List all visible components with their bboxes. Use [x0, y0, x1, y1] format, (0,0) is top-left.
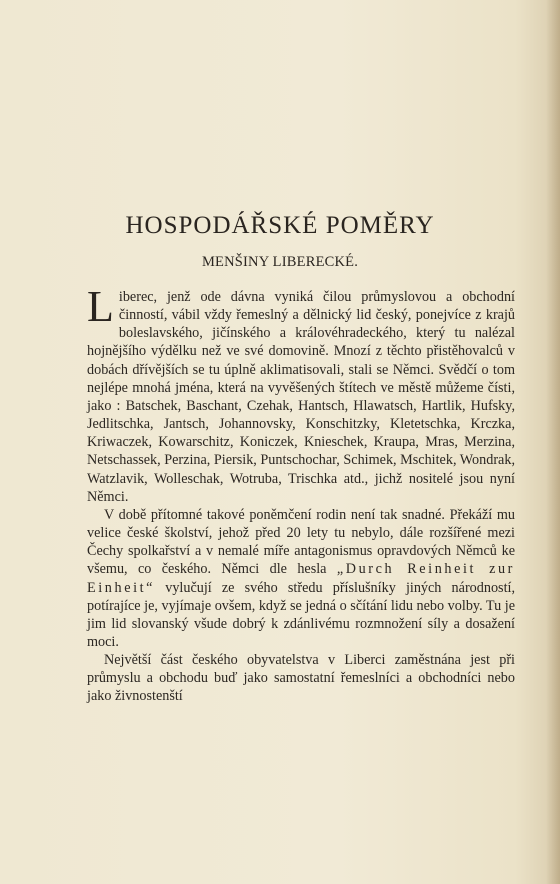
- paragraph-1-text: iberec, jenž ode dávna vyniká čilou průmyslovou a obchodní činností, vábil vždy řemeslný a dělnický lid český, ponejvíce z krajů boleslavského, jičínského a královéhradeckého, který tu nalézal hojnějšího výdělku než ve své domovině. Mnozí z těchto přistěhovalců v dobách dřívějších se tu úplně aklimatisovali, stali se Němci. Svědčí o tom nejlépe mnohá jména, která na vyvěšených štítech ve městě můžeme čísti, jako : Batschek, Baschant, Czehak, Hantsch, Hlawatsch, Hartlik, Hufsky, Jedlitschka, Jantsch, Johannovsky, Konschitzky, Kletetschka, Krczka, Kriwaczek, Kowarschitz, Koniczek, Knieschek, Kraupa, Mras, Merzina, Netschassek, Perzina, Piersik, Puntschochar, Schimek, Mschitek, Wondrak, Watzlavik, Wolleschak, Wotruba, Trischka atd., jichž nositelé jsou nyní Němci.: [87, 289, 515, 505]
- german-motto: „Durch Reinheit zur Einheit“: [87, 561, 515, 596]
- chapter-title: HOSPODÁŘSKÉ POMĚRY: [125, 212, 435, 239]
- paragraph-2-text-before: V době přítomné takové poněmčení rodin není tak snadné. Překáží mu velice české školství, jehož před 20 lety tu nebylo, dále rozšířené mezi Čechy spolkařství a v nemalé míře antagonismus opravdových Němců ke všemu, co českého. Němci dle hesla: [87, 506, 515, 578]
- paragraph-3: [87, 651, 515, 705]
- paragraph-1: [87, 282, 515, 506]
- paragraph-2: [87, 506, 515, 651]
- page-edge-shadow: [546, 0, 560, 884]
- body-text: [87, 282, 515, 706]
- paragraph-2-text-after: vylučují ze svého středu příslušníky jiných národností, potírajíce je, vyjímaje ovšem, když se jedná o sčítání lidu nebo volby. Tu je jim lid slovanský všude dobrý k zdánlivému rozmnožení síly a dosažení moci.: [87, 579, 515, 650]
- paragraph-3-text: Největší část českého obyvatelstva v Liberci zaměstnána jest při průmyslu a obchodu buď jako samostatní řemeslníci a obchodníci nebo jako živnostenští: [87, 652, 515, 705]
- drop-cap: L: [87, 282, 114, 331]
- chapter-subtitle: MENŠINY LIBERECKÉ.: [201, 254, 359, 270]
